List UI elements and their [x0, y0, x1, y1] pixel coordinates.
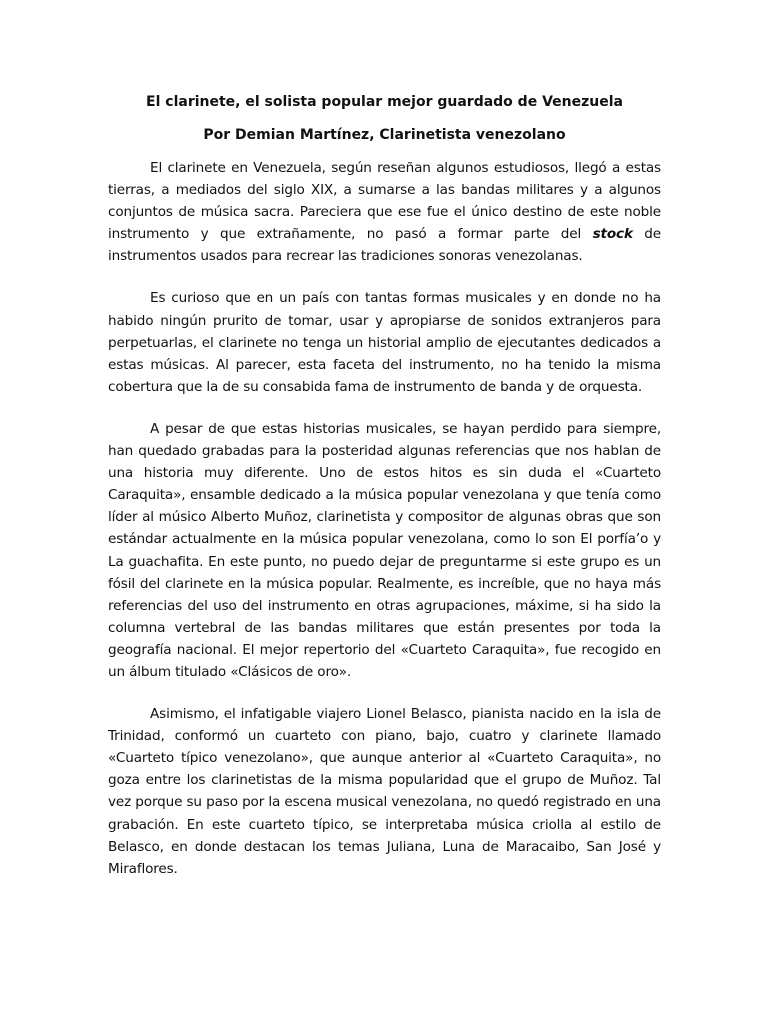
article-byline: Por Demian Martínez, Clarinetista venezolano	[203, 127, 566, 143]
paragraph-2: Es curioso que en un país con tantas formas musicales y en donde no ha habido ningún prurito de tomar, usar y apropiarse de sonidos extranjeros para perpetuarlas, el clarinete no tenga un historial amplio de ejecutantes dedicados a estas músicas. Al parecer, esta faceta del instrumento, no ha tenido la misma cobertura que la de su consabida fama de instrumento de banda y de orquesta.	[108, 290, 661, 395]
paragraph-3: A pesar de que estas historias musicales, se hayan perdido para siempre, han quedado grabadas para la posteridad algunas referencias que nos hablan de una historia muy diferente. Uno de estos hitos es sin duda el «Cuarteto Caraquita», ensamble dedicado a la música popular venezolana y que tenía como líder al músico Alberto Muñoz, clarinetista y compositor de algunas obras que son estándar actualmente en la música popular venezolana, como lo son El porfía’o y La guachafita. En este punto, no puedo dejar de preguntarme si este grupo es un fósil del clarinete en la música popular. Realmente, es increíble, que no haya más referencias del uso del instrumento en otras agrupaciones, máxime, si ha sido la columna vertebral de las bandas militares que están presentes por toda la geografía nacional. El mejor repertorio del «Cuarteto Caraquita», fue recogido en un álbum titulado «Clásicos de oro».	[108, 420, 661, 680]
paragraph-1-text-after: de instrumentos usados para recrear las tradiciones sonoras venezolanas.	[108, 226, 661, 265]
paragraph-1	[108, 157, 661, 267]
stock-emphasis: stock	[592, 226, 633, 243]
paragraph-1-text-before: El clarinete en Venezuela, según reseñan algunos estudiosos, llegó a estas tierras, a mediados del siglo XIX, a sumarse a las bandas militares y a algunos conjuntos de música sacra. Pareciera que ese fue el único destino de este noble instrumento y que extrañamente, no pasó a formar parte del	[108, 160, 661, 243]
paragraph-4: Asimismo, el infatigable viajero Lionel Belasco, pianista nacido en la isla de Trinidad, conformó un cuarteto con piano, bajo, cuatro y clarinete llamado «Cuarteto típico venezolano», que aunque anterior al «Cuarteto Caraquita», no goza entre los clarinetistas de la misma popularidad que el grupo de Muñoz. Tal vez porque su paso por la escena musical venezolana, no quedó registrado en una grabación. En este cuarteto típico, se interpretaba música criolla al estilo de Belasco, en donde destacan los temas Juliana, Luna de Maracaibo, San José y Miraflores.	[108, 706, 661, 877]
article-title: El clarinete, el solista popular mejor guardado de Venezuela	[146, 94, 623, 110]
article	[108, 92, 661, 900]
